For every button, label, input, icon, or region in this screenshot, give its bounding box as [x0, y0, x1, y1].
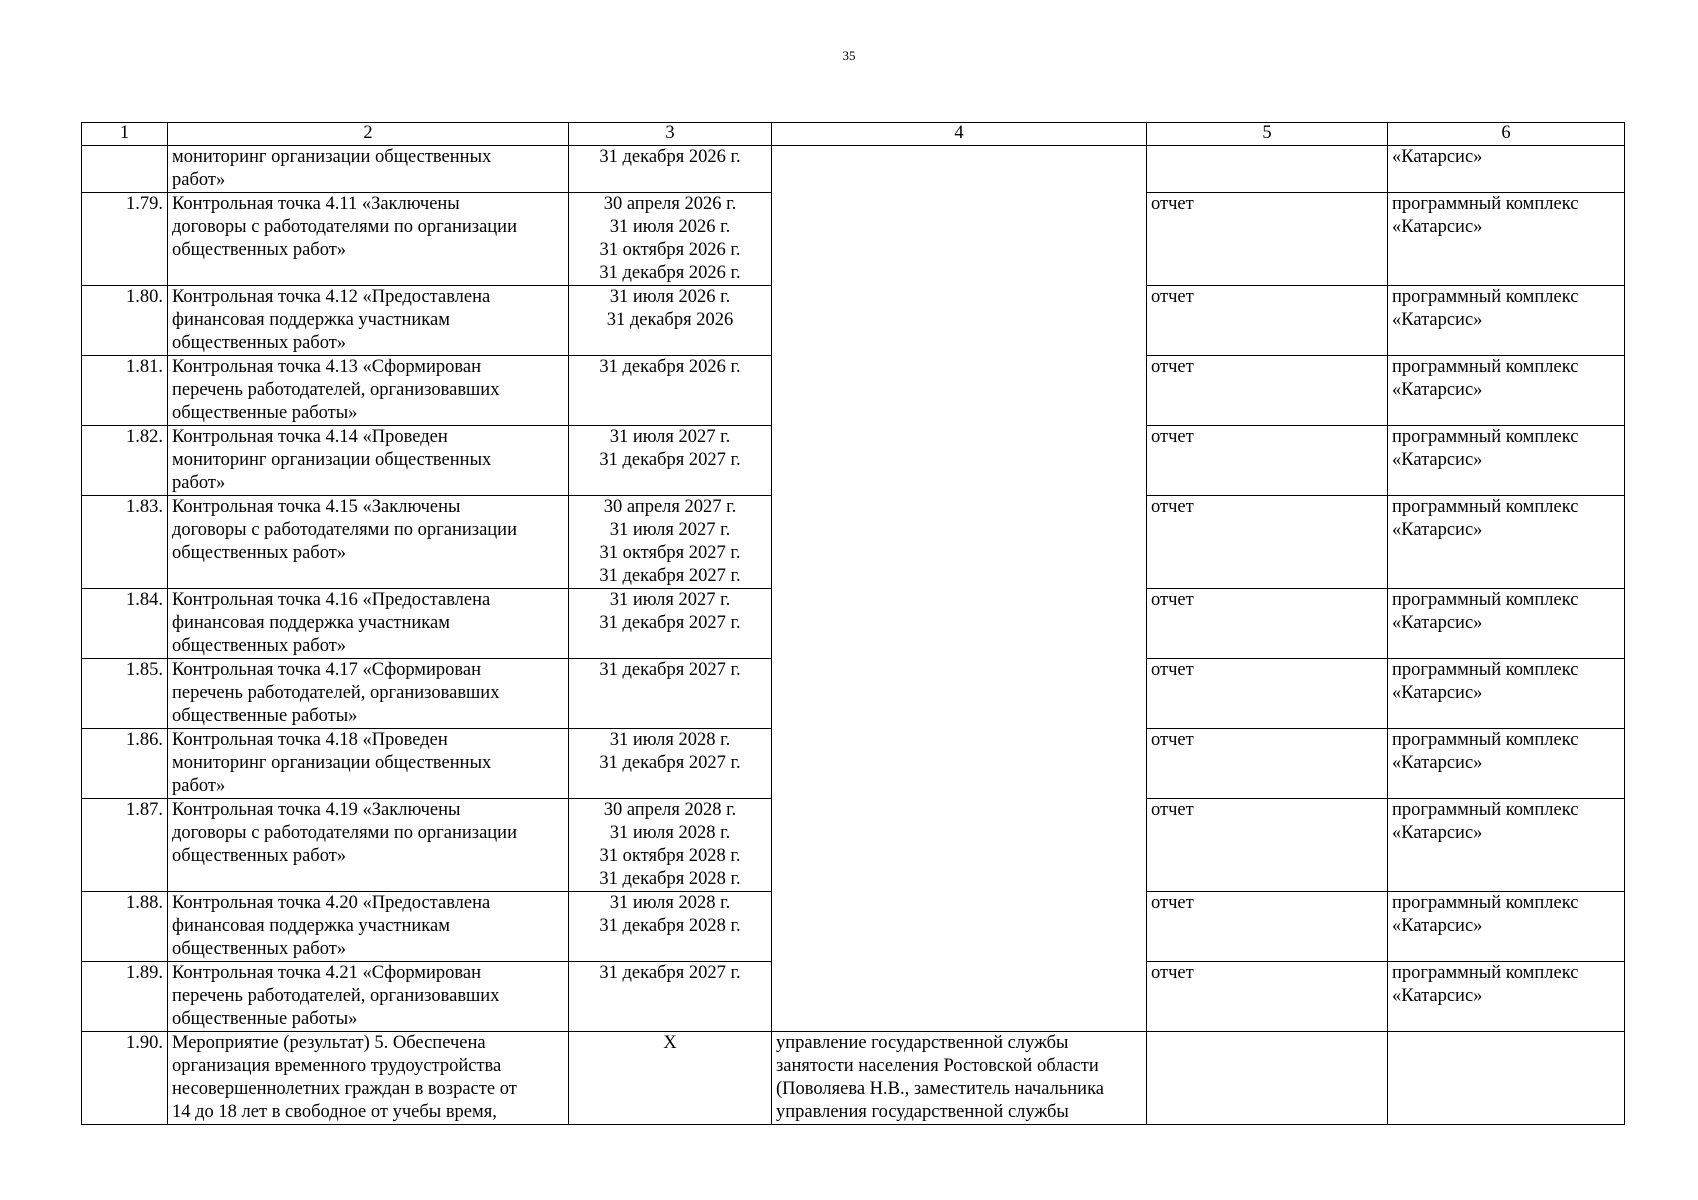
information-system-line: «Катарсис»	[1392, 310, 1483, 330]
document-type: отчет	[1147, 356, 1388, 426]
title-line: общественных работ»	[172, 939, 347, 959]
deadline-date: 31 июля 2027 г.	[609, 427, 731, 447]
deadline-date: 31 декабря 2026 г.	[599, 263, 741, 283]
information-system-line: «Катарсис»	[1392, 380, 1483, 400]
title-line: общественных работ»	[172, 543, 347, 563]
title-line: финансовая поддержка участникам	[172, 916, 450, 936]
deadline-date: 31 июля 2026 г.	[609, 287, 731, 307]
deadline-dates	[569, 729, 772, 799]
deadline-date: 30 апреля 2026 г.	[603, 194, 737, 214]
information-system	[1388, 286, 1625, 356]
title-line: работ»	[172, 170, 226, 190]
row-number: 1.86.	[82, 729, 168, 799]
document-type	[1147, 146, 1388, 193]
title-line: общественных работ»	[172, 333, 347, 353]
title-line: Мероприятие (результат) 5. Обеспечена	[172, 1033, 486, 1053]
title-line: Контрольная точка 4.19 «Заключены	[172, 800, 461, 820]
title-line: несовершеннолетних граждан в возрасте от	[172, 1079, 517, 1099]
control-point-title	[168, 356, 569, 426]
information-system-line: «Катарсис»	[1392, 916, 1483, 936]
control-point-title	[168, 496, 569, 589]
table-row	[82, 146, 1625, 193]
column-header-6: 6	[1388, 123, 1625, 146]
document-type: отчет	[1147, 659, 1388, 729]
row-number: 1.83.	[82, 496, 168, 589]
deadline-date: 31 декабря 2028 г.	[599, 869, 741, 889]
deadline-dates	[569, 1032, 772, 1125]
title-line: Контрольная точка 4.16 «Предоставлена	[172, 590, 491, 610]
title-line: общественных работ»	[172, 636, 347, 656]
table-header-row	[82, 123, 1625, 146]
deadline-date: 31 июля 2028 г.	[609, 823, 731, 843]
information-system	[1388, 962, 1625, 1032]
information-system-line: программный комплекс	[1392, 357, 1579, 377]
deadline-date: 31 октября 2026 г.	[599, 240, 741, 260]
title-line: Контрольная точка 4.14 «Проведен	[172, 427, 448, 447]
table-body	[82, 146, 1625, 1125]
control-points-table	[81, 122, 1625, 1125]
deadline-date: X	[663, 1033, 677, 1053]
document-type: отчет	[1147, 589, 1388, 659]
information-system-line: «Катарсис»	[1392, 753, 1483, 773]
title-line: общественные работы»	[172, 706, 358, 726]
control-point-title	[168, 659, 569, 729]
title-line: Контрольная точка 4.20 «Предоставлена	[172, 893, 491, 913]
information-system-line: программный комплекс	[1392, 427, 1579, 447]
information-system-line: программный комплекс	[1392, 497, 1579, 517]
information-system-line: программный комплекс	[1392, 730, 1579, 750]
title-line: общественных работ»	[172, 846, 347, 866]
deadline-date: 31 июля 2028 г.	[609, 893, 731, 913]
information-system	[1388, 426, 1625, 496]
title-line: Контрольная точка 4.21 «Сформирован	[172, 963, 482, 983]
title-line: общественные работы»	[172, 403, 358, 423]
document-type: отчет	[1147, 799, 1388, 892]
column-header-4: 4	[772, 123, 1147, 146]
executor-line: управление государственной службы	[776, 1033, 1069, 1053]
information-system	[1388, 146, 1625, 193]
information-system-line: «Катарсис»	[1392, 217, 1483, 237]
deadline-date: 31 декабря 2027 г.	[599, 753, 741, 773]
information-system	[1388, 659, 1625, 729]
title-line: работ»	[172, 473, 226, 493]
deadline-dates	[569, 146, 772, 193]
executor-line: занятости населения Ростовской области	[776, 1056, 1099, 1076]
title-line: перечень работодателей, организовавших	[172, 683, 500, 703]
title-line: общественные работы»	[172, 1009, 358, 1029]
deadline-date: 31 декабря 2027 г.	[599, 450, 741, 470]
title-line: Контрольная точка 4.11 «Заключены	[172, 194, 460, 214]
title-line: мониторинг организации общественных	[172, 450, 492, 470]
information-system-line: программный комплекс	[1392, 287, 1579, 307]
responsible-cell-merged	[772, 146, 1147, 1032]
title-line: мониторинг организации общественных	[172, 147, 492, 167]
deadline-date: 31 декабря 2027 г.	[599, 963, 741, 983]
deadline-date: 30 апреля 2028 г.	[603, 800, 737, 820]
deadline-date: 31 декабря 2027 г.	[599, 660, 741, 680]
information-system-line: программный комплекс	[1392, 963, 1579, 983]
information-system-line: программный комплекс	[1392, 800, 1579, 820]
table-row-event	[82, 1032, 1625, 1125]
deadline-date: 31 июля 2028 г.	[609, 730, 731, 750]
deadline-dates	[569, 426, 772, 496]
row-number: 1.90.	[82, 1032, 168, 1125]
document-type	[1147, 1032, 1388, 1125]
deadline-date: 31 июля 2026 г.	[609, 217, 731, 237]
information-system	[1388, 589, 1625, 659]
title-line: 14 до 18 лет в свободное от учебы время,	[172, 1102, 497, 1122]
control-point-title	[168, 799, 569, 892]
document-type: отчет	[1147, 729, 1388, 799]
deadline-dates	[569, 496, 772, 589]
information-system	[1388, 729, 1625, 799]
deadline-date: 31 декабря 2026 г.	[599, 147, 741, 167]
deadline-dates	[569, 193, 772, 286]
deadline-date: 31 декабря 2027 г.	[599, 613, 741, 633]
row-number: 1.85.	[82, 659, 168, 729]
document-type: отчет	[1147, 286, 1388, 356]
responsible-executor	[772, 1032, 1147, 1125]
deadline-dates	[569, 659, 772, 729]
control-point-title	[168, 962, 569, 1032]
row-number: 1.84.	[82, 589, 168, 659]
title-line: организация временного трудоустройства	[172, 1056, 502, 1076]
control-point-title	[168, 193, 569, 286]
deadline-date: 31 декабря 2026 г.	[599, 357, 741, 377]
column-header-1: 1	[82, 123, 168, 146]
title-line: договоры с работодателями по организации	[172, 217, 517, 237]
title-line: перечень работодателей, организовавших	[172, 986, 500, 1006]
title-line: финансовая поддержка участникам	[172, 310, 450, 330]
title-line: Контрольная точка 4.17 «Сформирован	[172, 660, 482, 680]
row-number: 1.88.	[82, 892, 168, 962]
row-number	[82, 146, 168, 193]
information-system	[1388, 356, 1625, 426]
information-system-line: «Катарсис»	[1392, 450, 1483, 470]
deadline-dates	[569, 356, 772, 426]
information-system	[1388, 496, 1625, 589]
title-line: Контрольная точка 4.15 «Заключены	[172, 497, 461, 517]
deadline-dates	[569, 962, 772, 1032]
deadline-dates	[569, 286, 772, 356]
row-number: 1.79.	[82, 193, 168, 286]
document-type: отчет	[1147, 193, 1388, 286]
deadline-dates	[569, 589, 772, 659]
control-point-title	[168, 286, 569, 356]
row-number: 1.89.	[82, 962, 168, 1032]
information-system-line: «Катарсис»	[1392, 520, 1483, 540]
information-system-line: «Катарсис»	[1392, 613, 1483, 633]
column-header-5: 5	[1147, 123, 1388, 146]
row-number: 1.82.	[82, 426, 168, 496]
deadline-date: 31 декабря 2027 г.	[599, 566, 741, 586]
title-line: финансовая поддержка участникам	[172, 613, 450, 633]
column-header-2: 2	[168, 123, 569, 146]
title-line: Контрольная точка 4.12 «Предоставлена	[172, 287, 491, 307]
title-line: работ»	[172, 776, 226, 796]
title-line: договоры с работодателями по организации	[172, 823, 517, 843]
deadline-date: 31 июля 2027 г.	[609, 520, 731, 540]
title-line: Контрольная точка 4.18 «Проведен	[172, 730, 448, 750]
row-number: 1.80.	[82, 286, 168, 356]
information-system	[1388, 799, 1625, 892]
page-number: 35	[842, 48, 856, 63]
information-system	[1388, 193, 1625, 286]
row-number: 1.87.	[82, 799, 168, 892]
document-type: отчет	[1147, 892, 1388, 962]
information-system-line: «Катарсис»	[1392, 986, 1483, 1006]
executor-line: (Поволяева Н.В., заместитель начальника	[776, 1079, 1104, 1099]
control-point-title	[168, 589, 569, 659]
document-type: отчет	[1147, 962, 1388, 1032]
title-line: перечень работодателей, организовавших	[172, 380, 500, 400]
control-point-title	[168, 426, 569, 496]
event-title	[168, 1032, 569, 1125]
control-point-title	[168, 892, 569, 962]
information-system-line: программный комплекс	[1392, 660, 1579, 680]
title-line: мониторинг организации общественных	[172, 753, 492, 773]
executor-line: управления государственной службы	[776, 1102, 1069, 1122]
control-point-title	[168, 146, 569, 193]
row-number: 1.81.	[82, 356, 168, 426]
document-type: отчет	[1147, 426, 1388, 496]
deadline-date: 31 октября 2028 г.	[599, 846, 741, 866]
column-header-3: 3	[569, 123, 772, 146]
information-system-line: программный комплекс	[1392, 893, 1579, 913]
title-line: договоры с работодателями по организации	[172, 520, 517, 540]
title-line: общественных работ»	[172, 240, 347, 260]
document-type: отчет	[1147, 496, 1388, 589]
title-line: Контрольная точка 4.13 «Сформирован	[172, 357, 482, 377]
information-system-line: программный комплекс	[1392, 590, 1579, 610]
information-system-line: «Катарсис»	[1392, 683, 1483, 703]
deadline-date: 31 декабря 2028 г.	[599, 916, 741, 936]
deadline-date: 31 июля 2027 г.	[609, 590, 731, 610]
deadline-date: 31 декабря 2026	[606, 310, 734, 330]
information-system	[1388, 892, 1625, 962]
information-system-line: «Катарсис»	[1392, 823, 1483, 843]
information-system-line: «Катарсис»	[1392, 147, 1483, 167]
deadline-dates	[569, 892, 772, 962]
deadline-dates	[569, 799, 772, 892]
information-system	[1388, 1032, 1625, 1125]
deadline-date: 31 октября 2027 г.	[599, 543, 741, 563]
control-point-title	[168, 729, 569, 799]
information-system-line: программный комплекс	[1392, 194, 1579, 214]
deadline-date: 30 апреля 2027 г.	[603, 497, 737, 517]
